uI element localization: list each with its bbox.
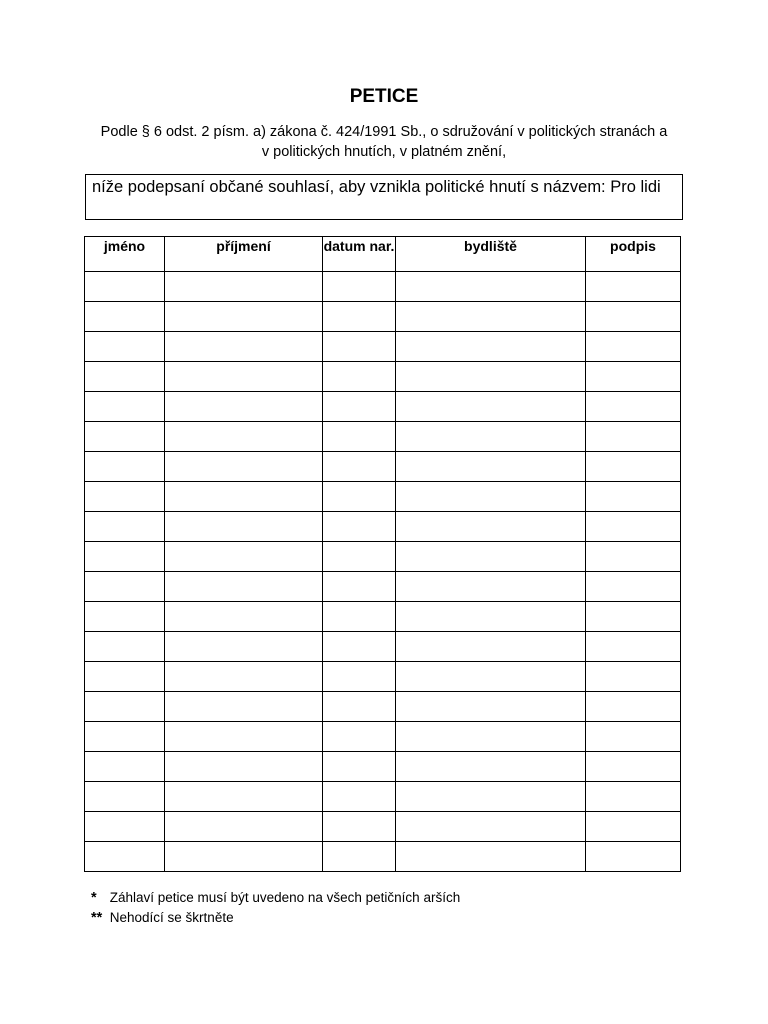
signature-cell[interactable] xyxy=(586,392,681,422)
signature-cell[interactable] xyxy=(586,692,681,722)
birth-date-cell[interactable] xyxy=(323,812,396,842)
residence-cell[interactable] xyxy=(396,392,586,422)
table-row xyxy=(85,752,681,782)
first-name-cell[interactable] xyxy=(85,302,165,332)
footnote-text: Nehodící se škrtněte xyxy=(109,910,234,925)
table-row xyxy=(85,722,681,752)
signature-cell[interactable] xyxy=(586,782,681,812)
signature-cell[interactable] xyxy=(586,632,681,662)
column-header-surname: příjmení xyxy=(165,237,323,272)
birth-date-cell[interactable] xyxy=(323,692,396,722)
first-name-cell[interactable] xyxy=(85,572,165,602)
surname-cell[interactable] xyxy=(165,542,323,572)
birth-date-cell[interactable] xyxy=(323,452,396,482)
signature-rows xyxy=(85,272,681,872)
signature-cell[interactable] xyxy=(586,812,681,842)
table-row xyxy=(85,542,681,572)
birth-date-cell[interactable] xyxy=(323,632,396,662)
birth-date-cell[interactable] xyxy=(323,842,396,872)
column-header-signature: podpis xyxy=(586,237,681,272)
footnote-marker: * xyxy=(91,890,97,906)
surname-cell[interactable] xyxy=(165,332,323,362)
surname-cell[interactable] xyxy=(165,422,323,452)
signature-cell[interactable] xyxy=(586,572,681,602)
table-row xyxy=(85,602,681,632)
table-row xyxy=(85,272,681,302)
surname-cell[interactable] xyxy=(165,302,323,332)
surname-cell[interactable] xyxy=(165,392,323,422)
table-row xyxy=(85,452,681,482)
surname-cell[interactable] xyxy=(165,602,323,632)
birth-date-cell[interactable] xyxy=(323,722,396,752)
birth-date-cell[interactable] xyxy=(323,782,396,812)
table-row xyxy=(85,662,681,692)
petition-statement-box xyxy=(85,174,683,220)
first-name-cell[interactable] xyxy=(85,392,165,422)
first-name-cell[interactable] xyxy=(85,812,165,842)
residence-cell[interactable] xyxy=(396,842,586,872)
residence-cell[interactable] xyxy=(396,452,586,482)
table-row xyxy=(85,692,681,722)
first-name-cell[interactable] xyxy=(85,662,165,692)
first-name-cell[interactable] xyxy=(85,422,165,452)
surname-cell[interactable] xyxy=(165,512,323,542)
surname-cell[interactable] xyxy=(165,752,323,782)
first-name-cell[interactable] xyxy=(85,512,165,542)
surname-cell[interactable] xyxy=(165,662,323,692)
residence-cell[interactable] xyxy=(396,302,586,332)
table-row xyxy=(85,812,681,842)
first-name-cell[interactable] xyxy=(85,482,165,512)
birth-date-cell[interactable] xyxy=(323,512,396,542)
signature-cell[interactable] xyxy=(586,602,681,632)
surname-cell[interactable] xyxy=(165,482,323,512)
birth-date-cell[interactable] xyxy=(323,272,396,302)
footnote-1 xyxy=(91,888,460,908)
first-name-cell[interactable] xyxy=(85,752,165,782)
residence-cell[interactable] xyxy=(396,782,586,812)
surname-cell[interactable] xyxy=(165,812,323,842)
birth-date-cell[interactable] xyxy=(323,752,396,782)
signature-cell[interactable] xyxy=(586,272,681,302)
residence-cell[interactable] xyxy=(396,332,586,362)
signature-cell[interactable] xyxy=(586,662,681,692)
surname-cell[interactable] xyxy=(165,722,323,752)
birth-date-cell[interactable] xyxy=(323,422,396,452)
petition-statement-text: níže podepsaní občané souhlasí, aby vznikla politické hnutí s názvem: Pro lidi xyxy=(92,178,661,196)
signature-cell[interactable] xyxy=(586,542,681,572)
birth-date-cell[interactable] xyxy=(323,362,396,392)
first-name-cell[interactable] xyxy=(85,272,165,302)
table-row xyxy=(85,782,681,812)
footnote-text: Záhlaví petice musí být uvedeno na všech petičních arších xyxy=(109,890,461,905)
surname-cell[interactable] xyxy=(165,452,323,482)
legal-basis-text: Podle § 6 odst. 2 písm. a) zákona č. 424/1991 Sb., o sdružování v politických stranách a v politických hnutích, v platném znění, xyxy=(100,124,668,160)
signature-cell[interactable] xyxy=(586,452,681,482)
footnotes xyxy=(91,888,460,928)
table-row xyxy=(85,512,681,542)
signature-cell[interactable] xyxy=(586,302,681,332)
residence-cell[interactable] xyxy=(396,692,586,722)
birth-date-cell[interactable] xyxy=(323,662,396,692)
first-name-cell[interactable] xyxy=(85,782,165,812)
signature-cell[interactable] xyxy=(586,362,681,392)
first-name-cell[interactable] xyxy=(85,362,165,392)
signature-cell[interactable] xyxy=(586,512,681,542)
residence-cell[interactable] xyxy=(396,632,586,662)
table-row xyxy=(85,422,681,452)
page-title: PETICE xyxy=(349,86,419,107)
table-row xyxy=(85,572,681,602)
table-row xyxy=(85,362,681,392)
residence-cell[interactable] xyxy=(396,722,586,752)
first-name-cell[interactable] xyxy=(85,722,165,752)
birth-date-cell[interactable] xyxy=(323,302,396,332)
signature-cell[interactable] xyxy=(586,752,681,782)
table-header-row xyxy=(85,237,681,272)
surname-cell[interactable] xyxy=(165,272,323,302)
table-row xyxy=(85,842,681,872)
column-header-residence: bydliště xyxy=(396,237,586,272)
footnote-2 xyxy=(91,908,460,928)
column-header-birth-date: datum nar. xyxy=(323,237,396,272)
signature-table xyxy=(84,236,681,872)
table-row xyxy=(85,332,681,362)
residence-cell[interactable] xyxy=(396,482,586,512)
table-row xyxy=(85,302,681,332)
first-name-cell[interactable] xyxy=(85,542,165,572)
signature-cell[interactable] xyxy=(586,332,681,362)
birth-date-cell[interactable] xyxy=(323,392,396,422)
first-name-cell[interactable] xyxy=(85,632,165,662)
table-row xyxy=(85,632,681,662)
residence-cell[interactable] xyxy=(396,542,586,572)
residence-cell[interactable] xyxy=(396,602,586,632)
signature-cell[interactable] xyxy=(586,722,681,752)
surname-cell[interactable] xyxy=(165,842,323,872)
first-name-cell[interactable] xyxy=(85,452,165,482)
residence-cell[interactable] xyxy=(396,662,586,692)
first-name-cell[interactable] xyxy=(85,692,165,722)
birth-date-cell[interactable] xyxy=(323,542,396,572)
residence-cell[interactable] xyxy=(396,572,586,602)
birth-date-cell[interactable] xyxy=(323,482,396,512)
birth-date-cell[interactable] xyxy=(323,602,396,632)
residence-cell[interactable] xyxy=(396,422,586,452)
residence-cell[interactable] xyxy=(396,362,586,392)
signature-cell[interactable] xyxy=(586,422,681,452)
residence-cell[interactable] xyxy=(396,752,586,782)
birth-date-cell[interactable] xyxy=(323,332,396,362)
first-name-cell[interactable] xyxy=(85,332,165,362)
first-name-cell[interactable] xyxy=(85,602,165,632)
surname-cell[interactable] xyxy=(165,692,323,722)
signature-cell[interactable] xyxy=(586,842,681,872)
surname-cell[interactable] xyxy=(165,782,323,812)
signature-cell[interactable] xyxy=(586,482,681,512)
table-row xyxy=(85,392,681,422)
birth-date-cell[interactable] xyxy=(323,572,396,602)
column-header-first-name: jméno xyxy=(85,237,165,272)
surname-cell[interactable] xyxy=(165,572,323,602)
table-row xyxy=(85,482,681,512)
footnote-marker: ** xyxy=(91,910,103,926)
residence-cell[interactable] xyxy=(396,812,586,842)
surname-cell[interactable] xyxy=(165,362,323,392)
residence-cell[interactable] xyxy=(396,512,586,542)
surname-cell[interactable] xyxy=(165,632,323,662)
first-name-cell[interactable] xyxy=(85,842,165,872)
residence-cell[interactable] xyxy=(396,272,586,302)
